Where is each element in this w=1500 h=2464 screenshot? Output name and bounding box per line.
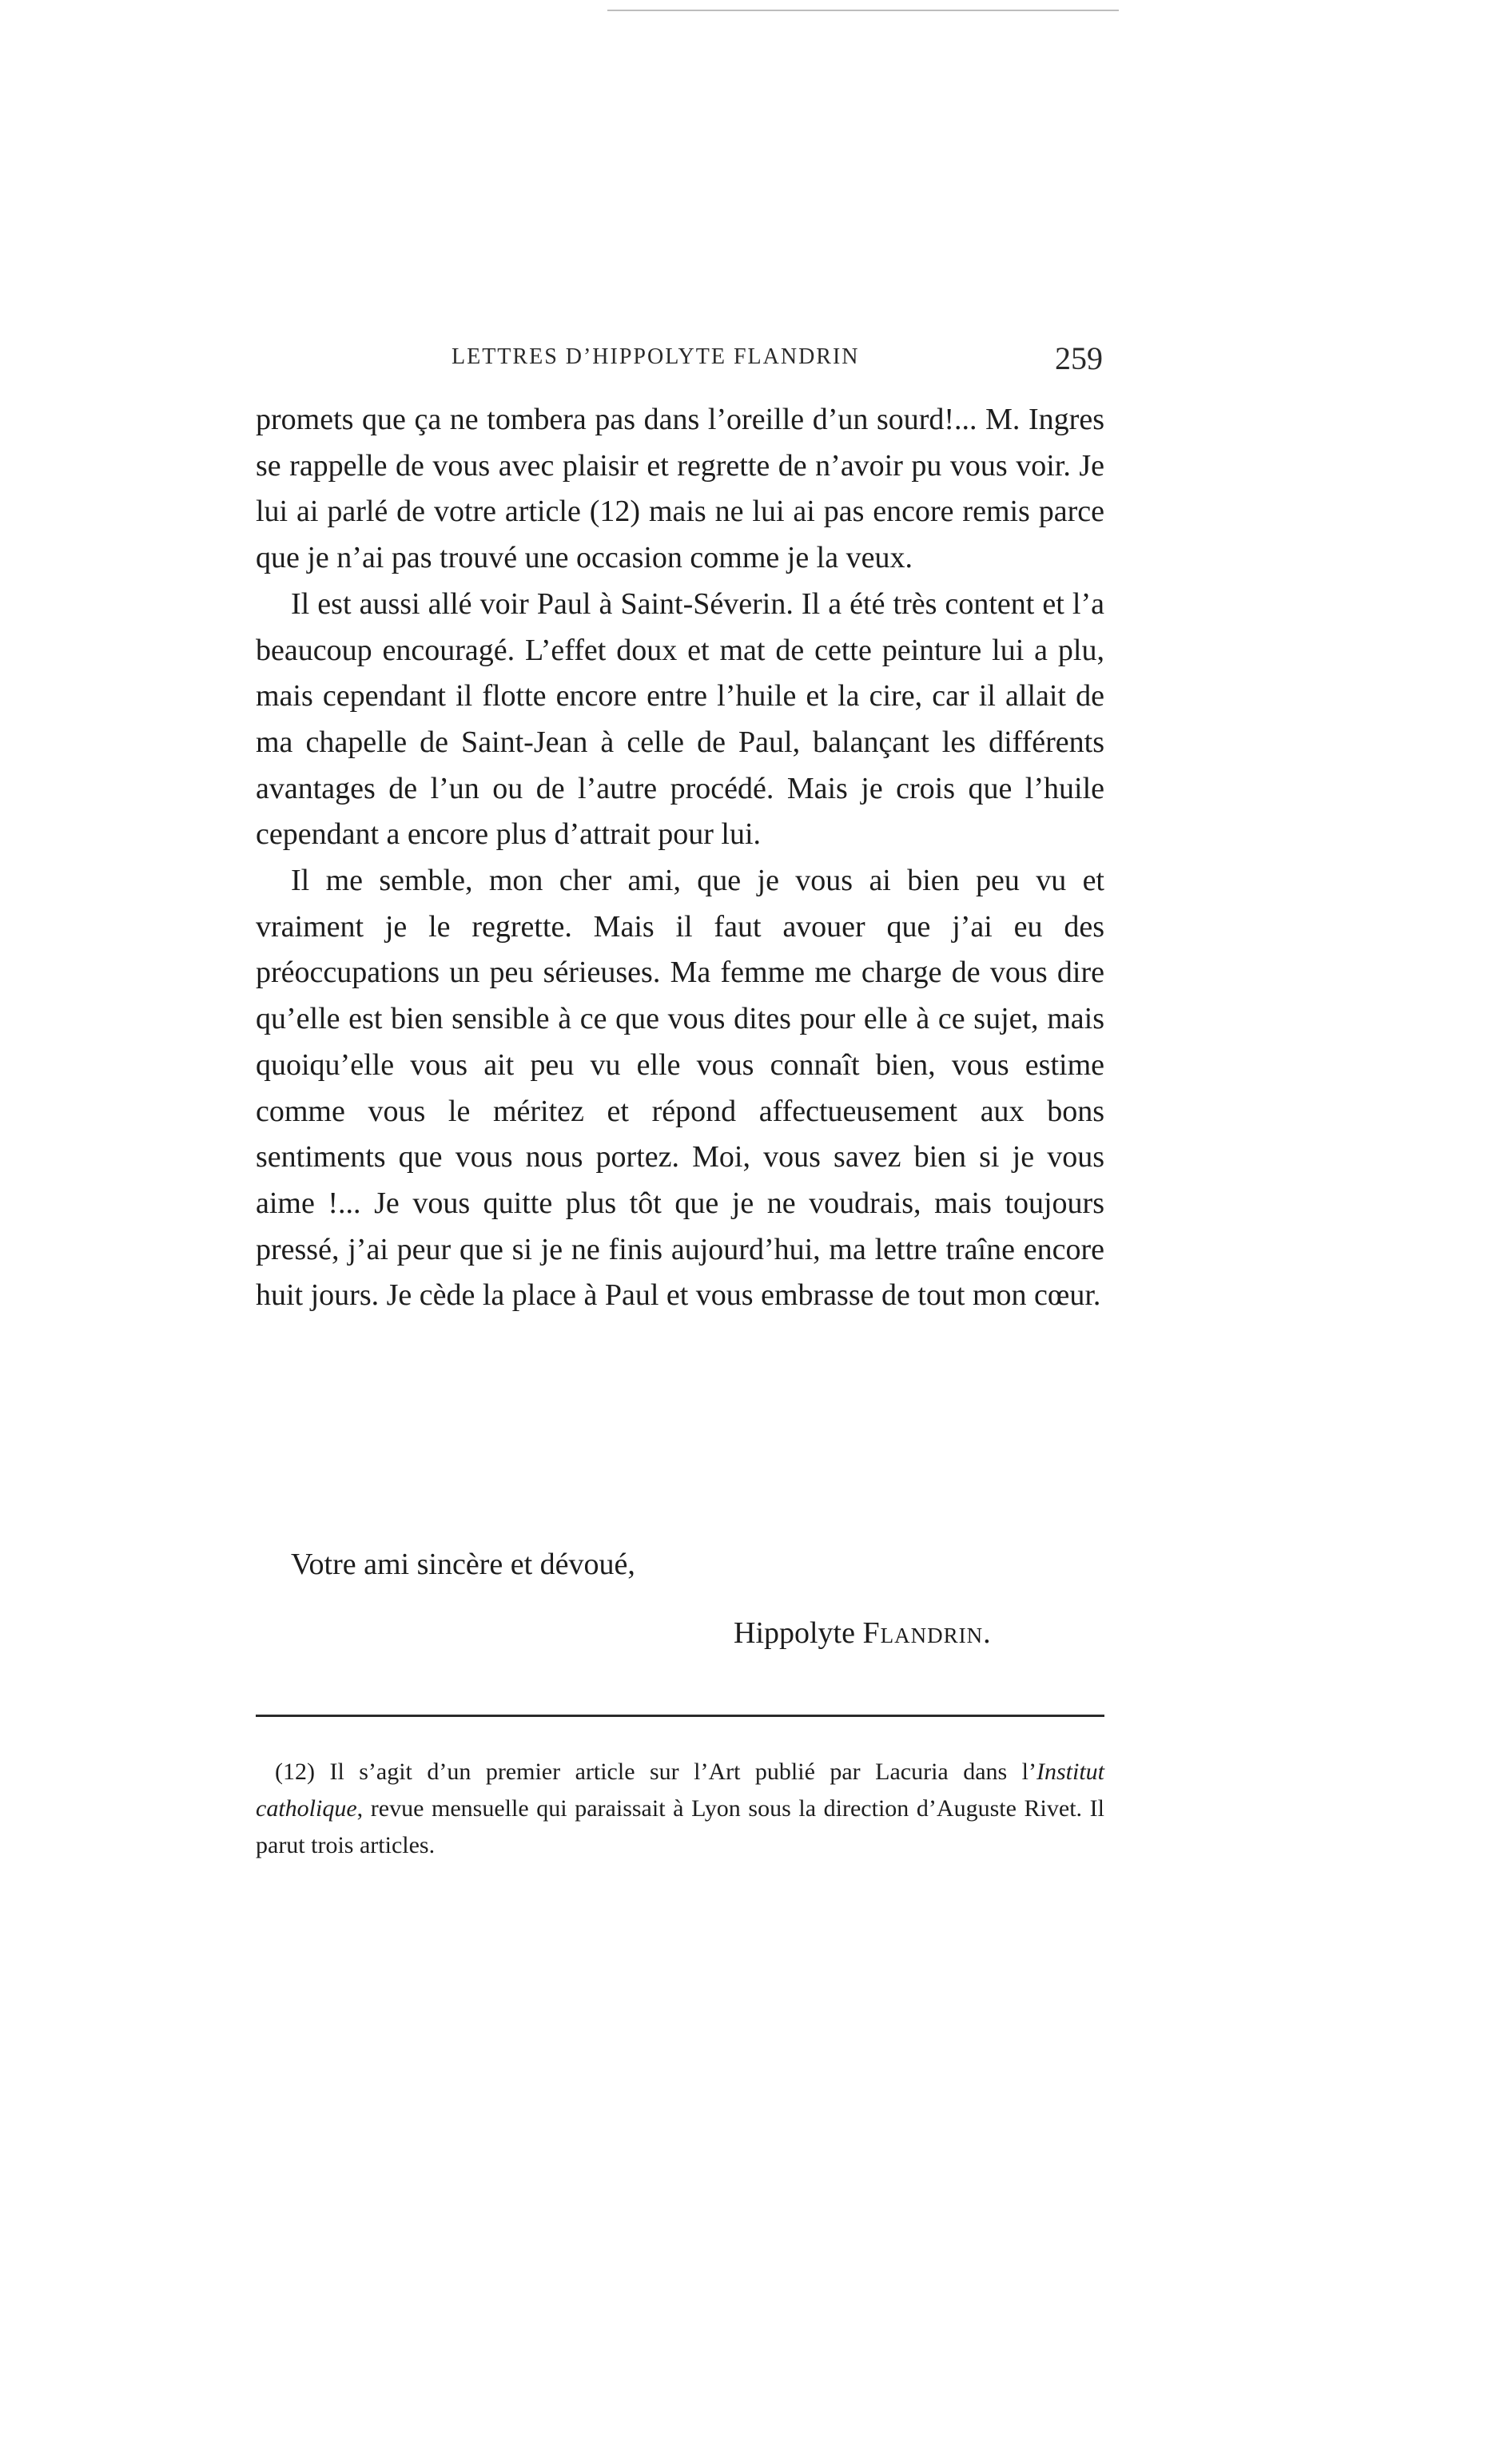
closing-line: Votre ami sincère et dévoué,	[291, 1548, 635, 1581]
signature	[734, 1611, 992, 1656]
footnote	[256, 1754, 1104, 1864]
footnote-journal-title: Institut catholique	[256, 1759, 1104, 1822]
page-number: 259	[1055, 340, 1103, 376]
signature-first-name: Hippolyte	[734, 1616, 855, 1650]
footnote-text-end: , revue mensuelle qui paraissait à Lyon sous la direction d’Auguste Rivet. Il parut trois articles.	[256, 1795, 1104, 1858]
running-title: LETTRES D’HIPPOLYTE FLANDRIN	[452, 344, 860, 369]
paragraph-3: Il me semble, mon cher ami, que je vous ai bien peu vu et vraiment je le regrette. Mais il faut avouer que j’ai eu des préoccupations un peu sérieuses. Ma femme me charge de vous dire qu’elle est bien sensible à ce que vous dites pour elle à ce sujet, mais quoiqu’elle vous ait peu vu elle vous connaît bien, vous estime comme vous le méritez et répond affectueusement aux bons sentiments que vous nous portez. Moi, vous savez bien si je vous aime !... Je vous quitte plus tôt que je ne voudrais, mais toujours pressé, j’ai peur que si je ne finis aujourd’hui, ma lettre traîne encore huit jours. Je cède la place à Paul et vous embrasse de tout mon cœur.	[256, 864, 1104, 1313]
footnote-text-start: (12) Il s’agit d’un premier article sur l’Art publié par Lacuria dans l’	[275, 1759, 1036, 1785]
top-edge-rule	[607, 10, 1119, 11]
letter-body	[256, 397, 1104, 1319]
signature-last-name: Flandrin.	[862, 1616, 992, 1650]
paragraph-2: Il est aussi allé voir Paul à Saint-Séverin. Il a été très content et l’a beaucoup encouragé. L’effet doux et mat de cette peinture lui a plu, mais cependant il flotte encore entre l’huile et la cire, car il allait de ma chapelle de Saint-Jean à celle de Paul, balançant les différents avantages de l’un ou de l’autre procédé. Mais je crois que l’huile cependant a encore plus d’attrait pour lui.	[256, 586, 1104, 852]
page-header	[452, 340, 1103, 380]
footnote-separator	[256, 1715, 1104, 1717]
paragraph-1: promets que ça ne tombera pas dans l’oreille d’un sourd!... M. Ingres se rappelle de vous avec plaisir et regrette de n’avoir pu vous voir. Je lui ai parlé de votre article (12) mais ne lui ai pas encore remis parce que je n’ai pas trouvé une occasion comme je la veux.	[256, 403, 1104, 575]
